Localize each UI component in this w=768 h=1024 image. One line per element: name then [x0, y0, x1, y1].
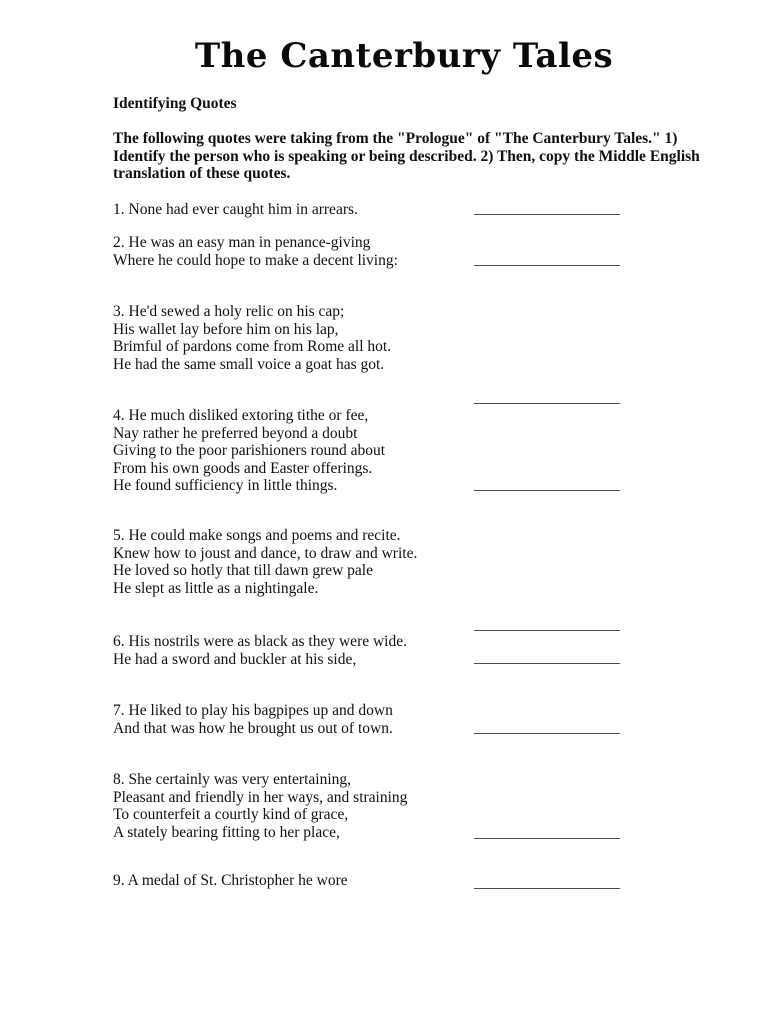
quote-item-1: [113, 201, 358, 219]
instructions-line: translation of these quotes.: [113, 165, 291, 182]
quote-line: Pleasant and friendly in her ways, and straining: [113, 788, 408, 806]
quote-line: 3. He'd sewed a holy relic on his cap;: [113, 303, 345, 320]
quote-item-3: [113, 303, 391, 373]
quote-line: 1. None had ever caught him in arrears.: [113, 201, 358, 218]
answer-blank-7[interactable]: [474, 733, 620, 734]
quote-item-7: [113, 702, 393, 737]
instructions: [113, 130, 700, 183]
quote-line: His wallet lay before him on his lap,: [113, 320, 339, 338]
page-title: The Canterbury Tales: [194, 36, 614, 76]
quote-line: Knew how to joust and dance, to draw and write.: [113, 544, 418, 562]
quote-line: Where he could hope to make a decent living:: [113, 251, 398, 269]
quote-item-2: [113, 234, 398, 269]
quote-line: 8. She certainly was very entertaining,: [113, 771, 352, 788]
quote-line: He had a sword and buckler at his side,: [113, 650, 357, 668]
answer-blank-8[interactable]: [474, 838, 620, 839]
quote-line: Brimful of pardons come from Rome all hot.: [113, 338, 392, 355]
answer-blank-6[interactable]: [474, 663, 620, 664]
answer-blank-1[interactable]: [474, 214, 620, 215]
quote-line: From his own goods and Easter offerings.: [113, 459, 373, 477]
quote-line: He found sufficiency in little things.: [113, 477, 338, 494]
quote-line: He slept as little as a nightingale.: [113, 579, 319, 597]
quote-line: To counterfeit a courtly kind of grace,: [113, 806, 349, 823]
instructions-line: Identify the person who is speaking or being described. 2) Then, copy the Middle English: [113, 147, 700, 165]
quote-line: He had the same small voice a goat has got.: [113, 355, 385, 373]
answer-blank-5[interactable]: [474, 630, 620, 631]
quote-line: 5. He could make songs and poems and recite.: [113, 527, 401, 544]
quote-line: 4. He much disliked extoring tithe or fee,: [113, 407, 369, 424]
quote-item-5: [113, 527, 417, 597]
quote-line: A stately bearing fitting to her place,: [113, 823, 340, 841]
answer-blank-3[interactable]: [474, 403, 620, 404]
quote-item-6: [113, 633, 407, 668]
instructions-line: The following quotes were taking from the "Prologue" of "The Canterbury Tales." 1): [113, 130, 678, 147]
quote-line: He loved so hotly that till dawn grew pale: [113, 562, 373, 579]
answer-blank-2[interactable]: [474, 265, 620, 266]
quote-item-9: [113, 872, 348, 890]
quote-line: And that was how he brought us out of town.: [113, 719, 393, 737]
quote-item-4: [113, 407, 385, 495]
quote-line: 2. He was an easy man in penance-giving: [113, 234, 371, 251]
quote-line: 6. His nostrils were as black as they were wide.: [113, 633, 407, 650]
quote-line: 7. He liked to play his bagpipes up and down: [113, 702, 393, 719]
quote-item-8: [113, 771, 407, 841]
answer-blank-4[interactable]: [474, 490, 620, 491]
quote-line: Giving to the poor parishioners round about: [113, 442, 386, 459]
quote-line: Nay rather he preferred beyond a doubt: [113, 424, 358, 442]
section-heading: Identifying Quotes: [113, 95, 237, 112]
quote-line: 9. A medal of St. Christopher he wore: [113, 872, 348, 889]
answer-blank-9[interactable]: [474, 888, 620, 889]
